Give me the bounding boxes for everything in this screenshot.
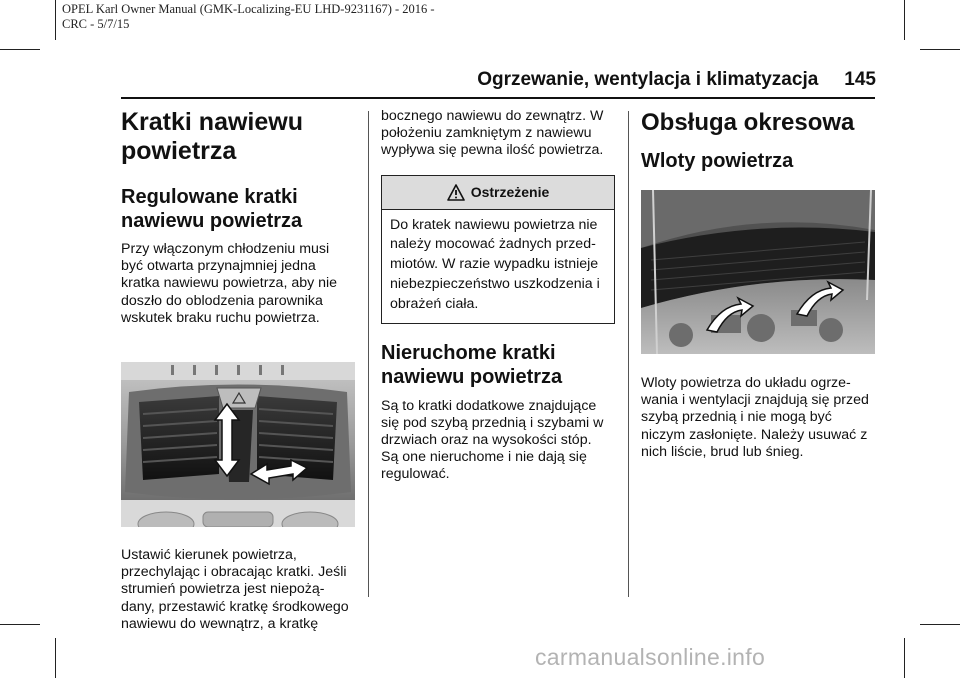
text-line: wania i wentylacji znajdują się przed bbox=[641, 392, 869, 409]
text-line: Ustawić kierunek powietrza, bbox=[121, 547, 297, 564]
column-2 bbox=[381, 108, 615, 484]
subsection-heading bbox=[381, 341, 615, 389]
text-line: dany, przestawić kratkę środkowego bbox=[121, 598, 349, 615]
crop-mark bbox=[904, 0, 905, 40]
text-line: wypływa się pewna ilość powietrza. bbox=[381, 142, 604, 159]
section-heading bbox=[121, 108, 355, 166]
warning-triangle-icon bbox=[447, 184, 465, 201]
text-line: bocznego nawiewu do zewnątrz. W bbox=[381, 108, 604, 124]
warning-box bbox=[381, 175, 615, 324]
subsection-heading-line: nawiewu powietrza bbox=[121, 210, 303, 232]
text-line: drzwiach oraz na wysokości stóp. bbox=[381, 432, 592, 448]
text-line: obrażeń ciała. bbox=[390, 295, 479, 312]
subsection-heading: Wloty powietrza bbox=[641, 150, 794, 172]
text-line: regulować. bbox=[381, 466, 450, 483]
subsection-heading bbox=[121, 185, 355, 233]
column-3 bbox=[641, 108, 875, 461]
crop-mark bbox=[920, 49, 960, 50]
crop-mark bbox=[904, 638, 905, 678]
text-line: nawiewu do wewnątrz, a kratkę bbox=[121, 615, 319, 632]
column-divider bbox=[628, 111, 629, 597]
text-line: Przy włączonym chłodzeniu musi bbox=[121, 241, 330, 257]
document-header bbox=[62, 2, 435, 32]
text-line: położeniu zamkniętym z nawiewu bbox=[381, 125, 592, 142]
text-line: wskutek braku ruchu powietrza. bbox=[121, 309, 320, 326]
paragraph bbox=[121, 241, 355, 327]
header-rule bbox=[121, 97, 875, 99]
warning-body bbox=[382, 210, 614, 323]
crop-mark bbox=[55, 638, 56, 678]
document-header-line2: CRC - 5/7/15 bbox=[62, 17, 130, 31]
paragraph bbox=[381, 398, 615, 484]
crop-mark bbox=[55, 0, 56, 40]
text-line: niebezpieczeństwo uszkodzenia i bbox=[390, 276, 600, 292]
text-line: Do kratek nawiewu powietrza nie bbox=[390, 216, 598, 233]
document-header-line1: OPEL Karl Owner Manual (GMK-Localizing-EU LHD-9231167) - 2016 - bbox=[62, 2, 435, 16]
text-line: kratka nawiewu powietrza, aby nie bbox=[121, 275, 338, 292]
crop-mark bbox=[0, 49, 40, 50]
text-line: doszło do oblodzenia parownika bbox=[121, 292, 323, 309]
text-line: przechylając i obracając kratki. Jeśli bbox=[121, 564, 347, 581]
text-line: miotów. W razie wypadku istnieje bbox=[390, 256, 599, 273]
section-heading-line: Kratki nawiewu bbox=[121, 108, 303, 136]
subsection-heading-line: Nieruchome kratki bbox=[381, 341, 556, 364]
section-title: Ogrzewanie, wentylacja i klimatyzacja bbox=[477, 69, 819, 90]
air-inlets-photo bbox=[641, 190, 875, 354]
warning-title-bar bbox=[382, 176, 614, 210]
warning-title: Ostrzeżenie bbox=[470, 184, 550, 201]
paragraph bbox=[121, 547, 355, 633]
text-line: szybą przednią i nie mogą być bbox=[641, 409, 832, 426]
text-line: Wloty powietrza do układu ogrze- bbox=[641, 375, 851, 391]
text-line: Są one nieruchome i nie dają się bbox=[381, 449, 587, 466]
column-divider bbox=[368, 111, 369, 597]
crop-mark bbox=[920, 624, 960, 625]
page-number: 145 bbox=[844, 69, 876, 90]
section-heading: Obsługa okresowa bbox=[641, 109, 855, 136]
crop-mark bbox=[0, 624, 40, 625]
paragraph bbox=[641, 375, 875, 461]
column-1 bbox=[121, 108, 355, 633]
text-line: nich liście, brud lub śnieg. bbox=[641, 443, 804, 460]
subsection-heading-line: Regulowane kratki bbox=[121, 186, 298, 208]
text-line: Są to kratki dodatkowe znajdujące bbox=[381, 397, 597, 414]
section-heading-line: powietrza bbox=[121, 137, 237, 165]
subsection-heading-line: nawiewu powietrza bbox=[381, 365, 563, 388]
watermark[interactable]: carmanualsonline.info bbox=[535, 644, 766, 670]
text-line: niczym zasłonięte. Należy usuwać z bbox=[641, 426, 868, 443]
text-line: się pod szybą przednią i szybami w bbox=[381, 414, 604, 431]
paragraph bbox=[381, 108, 615, 160]
air-vents-photo bbox=[121, 362, 355, 527]
text-line: strumień powietrza jest niepożą- bbox=[121, 581, 325, 598]
running-head bbox=[477, 69, 876, 91]
text-line: należy mocować żadnych przed- bbox=[390, 236, 596, 253]
text-line: być otwarta przynajmniej jedna bbox=[121, 258, 316, 275]
